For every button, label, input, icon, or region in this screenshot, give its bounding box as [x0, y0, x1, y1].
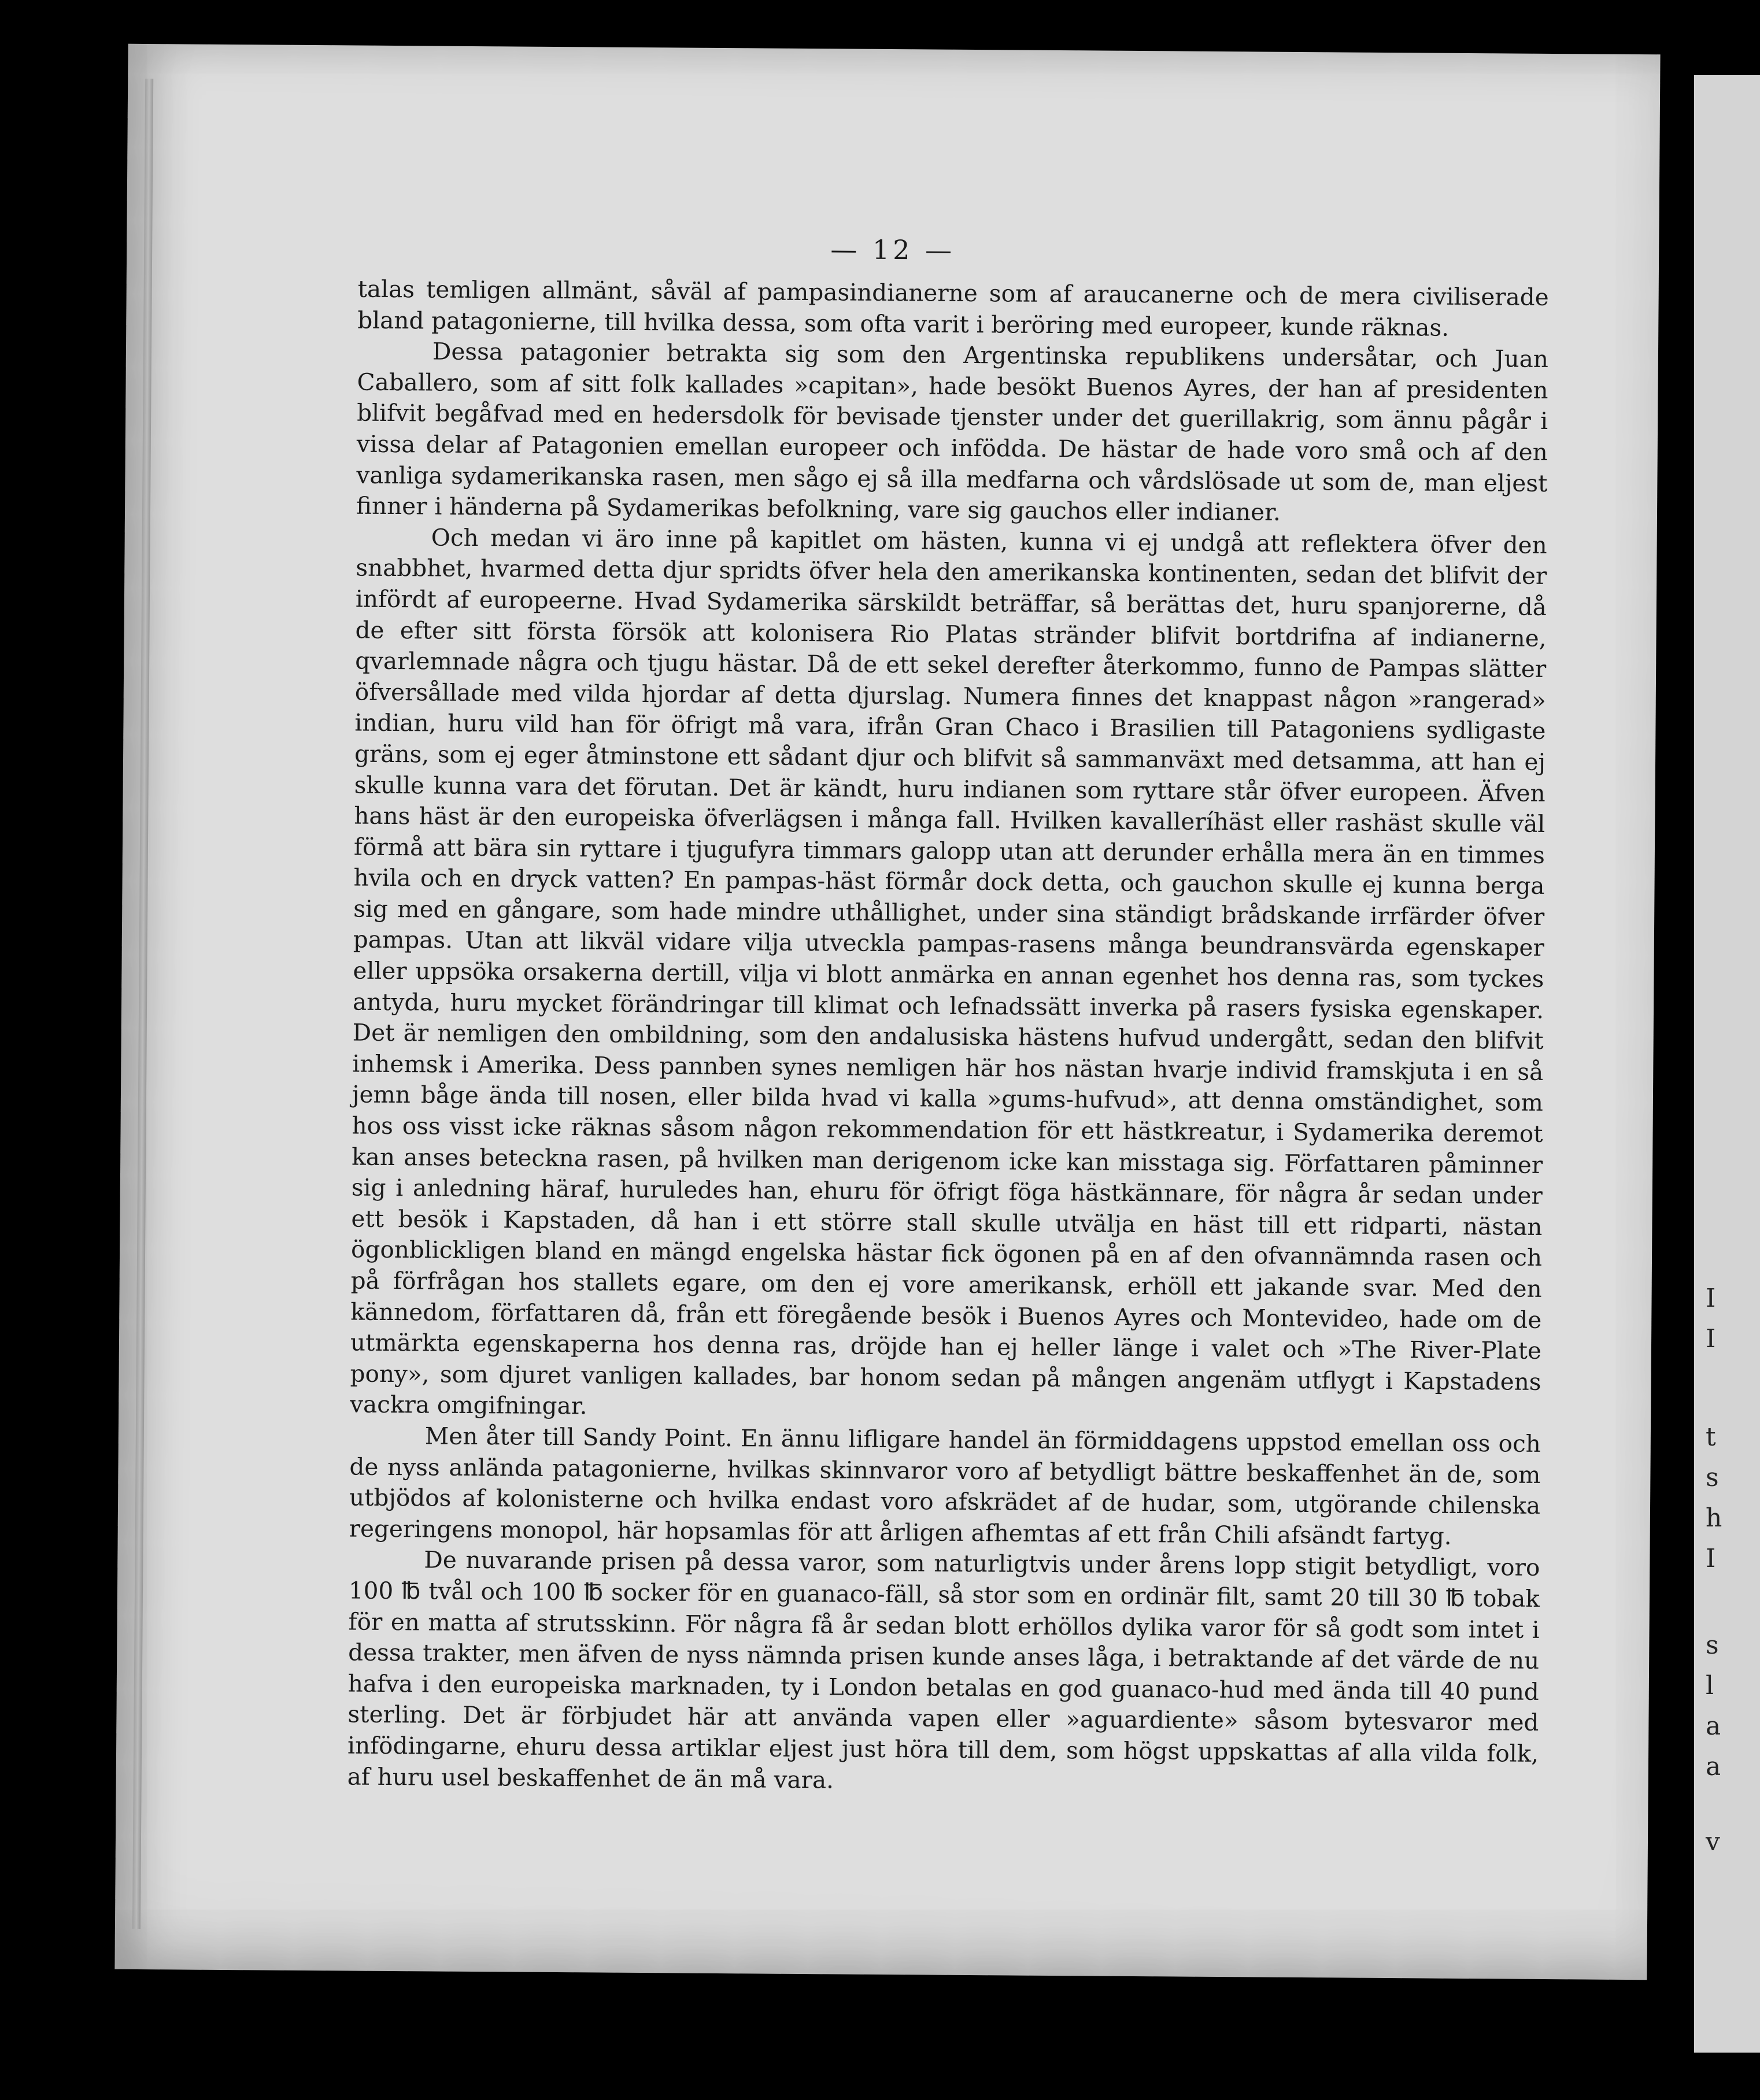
page-binding-edge [132, 79, 153, 1929]
fragment-text: I [1706, 1324, 1716, 1354]
fragment-text: a [1706, 1752, 1721, 1781]
fragment-text: l [1706, 1671, 1714, 1700]
fragment-text: s [1706, 1463, 1719, 1492]
paragraph-3: Och medan vi äro inne på kapitlet om hästen, kunna vi ej undgå att reflektera öfver den snabbhet, hvarmed detta djur spridts öfver hela den amerikanska kontinenten, sedan det blifvit der infördt af europeerne. Hvad Sydamerika särskildt beträffar, så berättas det, huru spanjorerne, då de efter sitt första försök att kolonisera Rio Platas stränder blifvit bortdrifna af indianerne, qvarlemnade några och tjugu hästar. Då de ett sekel derefter återkommo, funno de Pampas slätter öfversållade med vilda hjordar af detta djurslag. Numera finnes det knappast någon »rangerad» indian, huru vild han för öfrigt må vara, ifrån Gran Chaco i Brasilien till Patagoniens sydligaste gräns, som ej eger åtminstone ett sådant djur och blifvit så sammanväxt med detsamma, att han ej skulle kunna vara det förutan. Det är kändt, huru indianen som ryttare står öfver europeen. Äfven hans häst är den europeiska öfverlägsen i många fall. Hvilken kavalleríhäst eller rashäst skulle väl förmå att bära sin ryttare i tjugufyra timmars galopp utan att derunder erhålla mera än en timmes hvila och en dryck vatten? En pampas-häst förmår dock detta, och gauchon skulle ej kunna berga sig med en gångare, som hade mindre uthållighet, under sina ständigt brådskande irrfärder öfver pampas. Utan att likväl vidare vilja utveckla pampas-rasens många beundransvärda egenskaper eller uppsöka orsakerna dertill, vilja vi blott anmärka en annan egenhet hos denna ras, som tyckes antyda, huru mycket förändringar till klimat och lefnadssätt inverka på rasers fysiska egenskaper. Det är nemligen den ombildning, som den andalusiska hästens hufvud undergått, sedan den blifvit inhemsk i Amerika. Dess pannben synes nemligen här hos nästan hvarje individ framskjuta i en så jemn båge ända till nosen, eller bilda hvad vi kalla »gums-hufvud», att denna omständighet, som hos oss visst icke räknas såsom någon rekommendation för ett hästkreatur, i Sydamerika deremot kan anses beteckna rasen, på hvilken man derigenom icke kan misstaga sig. Författaren påminner sig i anledning häraf, huruledes han, ehuru för öfrigt föga hästkännare, för några år sedan under ett besök i Kapstaden, då han i ett större stall skulle utvälja en häst till ett ridparti, nästan ögonblickligen bland en mängd engelska hästar fick ögonen på en af den ofvannämnda rasen och på förfrågan hos stallets egare, om den ej vore amerikansk, erhöll ett jakande svar. Med den kännedom, författaren då, från ett föregående besök i Buenos Ayres och Montevideo, hade om de utmärkta egenskaperna hos denna ras, dröjde han ej heller länge i valet och »The River-Plate pony», som djuret vanligen kallades, bar honom sedan på mången angenäm utflygt i Kapstadens vackra omgifningar. [350, 523, 1547, 1420]
fragment-text: h [1706, 1503, 1722, 1533]
fragment-text: I [1706, 1544, 1716, 1573]
paragraph-5: De nuvarande prisen på dessa varor, som naturligtvis under årens lopp stigit betydligt, voro 100 ℔ tvål och 100 ℔ socker för en guanaco-fäll, så stor som en ordinär filt, samt 20 till 30 ℔ tobak för en matta af strutsskinn. För några få år sedan blott erhöllos dylika varor för så godt som intet i dessa trakter, men äfven de nyss nämnda prisen kunde anses låga, i betraktande af det värde de nu hafva i den europeiska marknaden, ty i London betalas en god guanaco-hud med ända till 40 pund sterling. Det är förbjudet här att använda vapen eller »aguardiente» såsom bytesvaror med infödingarne, ehuru dessa artiklar eljest just höra till dem, som högst uppskattas af alla vilda folk, af huru usel beskaffenhet de än må vara. [347, 1546, 1540, 1794]
fragment-text: s [1706, 1631, 1719, 1660]
adjacent-page-edge [1694, 75, 1760, 2053]
scanned-page [114, 44, 1660, 1980]
paragraph-2: Dessa patagonier betrakta sig som den Argentinska republikens undersåtar, och Juan Caballero, som af sitt folk kallades »capitan», hade besökt Buenos Ayres, der han af presidenten blifvit begåfvad med en hedersdolk för bevisade tjenster under det guerillakrig, som ännu pågår i vissa delar af Patagonien emellan europeer och infödda. De hästar de hade voro små och af den vanliga sydamerikanska rasen, men sågo ej så illa medfarna och vårdslösade ut som de, man eljest finner i händerna på Sydamerikas befolkning, vare sig gauchos eller indianer. [356, 337, 1549, 526]
fragment-text: v [1706, 1827, 1720, 1857]
fragment-text: a [1706, 1711, 1721, 1741]
fragment-text: I [1706, 1284, 1716, 1313]
paragraph-4: Men åter till Sandy Point. En ännu lifligare handel än förmiddagens uppstod emellan oss och de nyss anlända patagonierne, hvilkas skinnvaror voro af betydligt bättre beskaffenhet än de, som utbjödos af kolonisterne och hvilka endast voro afskrädet af de hudar, som, utgörande chilenska regeringens monopol, här hopsamlas för att årligen afhemtas af ett från Chili afsändt fartyg. [349, 1422, 1541, 1550]
paragraph-1: talas temligen allmänt, såväl af pampasindianerne som af araucanerne och de mera civiliserade bland patagonierne, till hvilka dessa, som ofta varit i beröring med europeer, kunde räknas. [357, 275, 1549, 342]
fragment-text: t [1706, 1422, 1716, 1452]
page-number: — 12 — [830, 234, 956, 266]
body-text [347, 274, 1549, 1800]
